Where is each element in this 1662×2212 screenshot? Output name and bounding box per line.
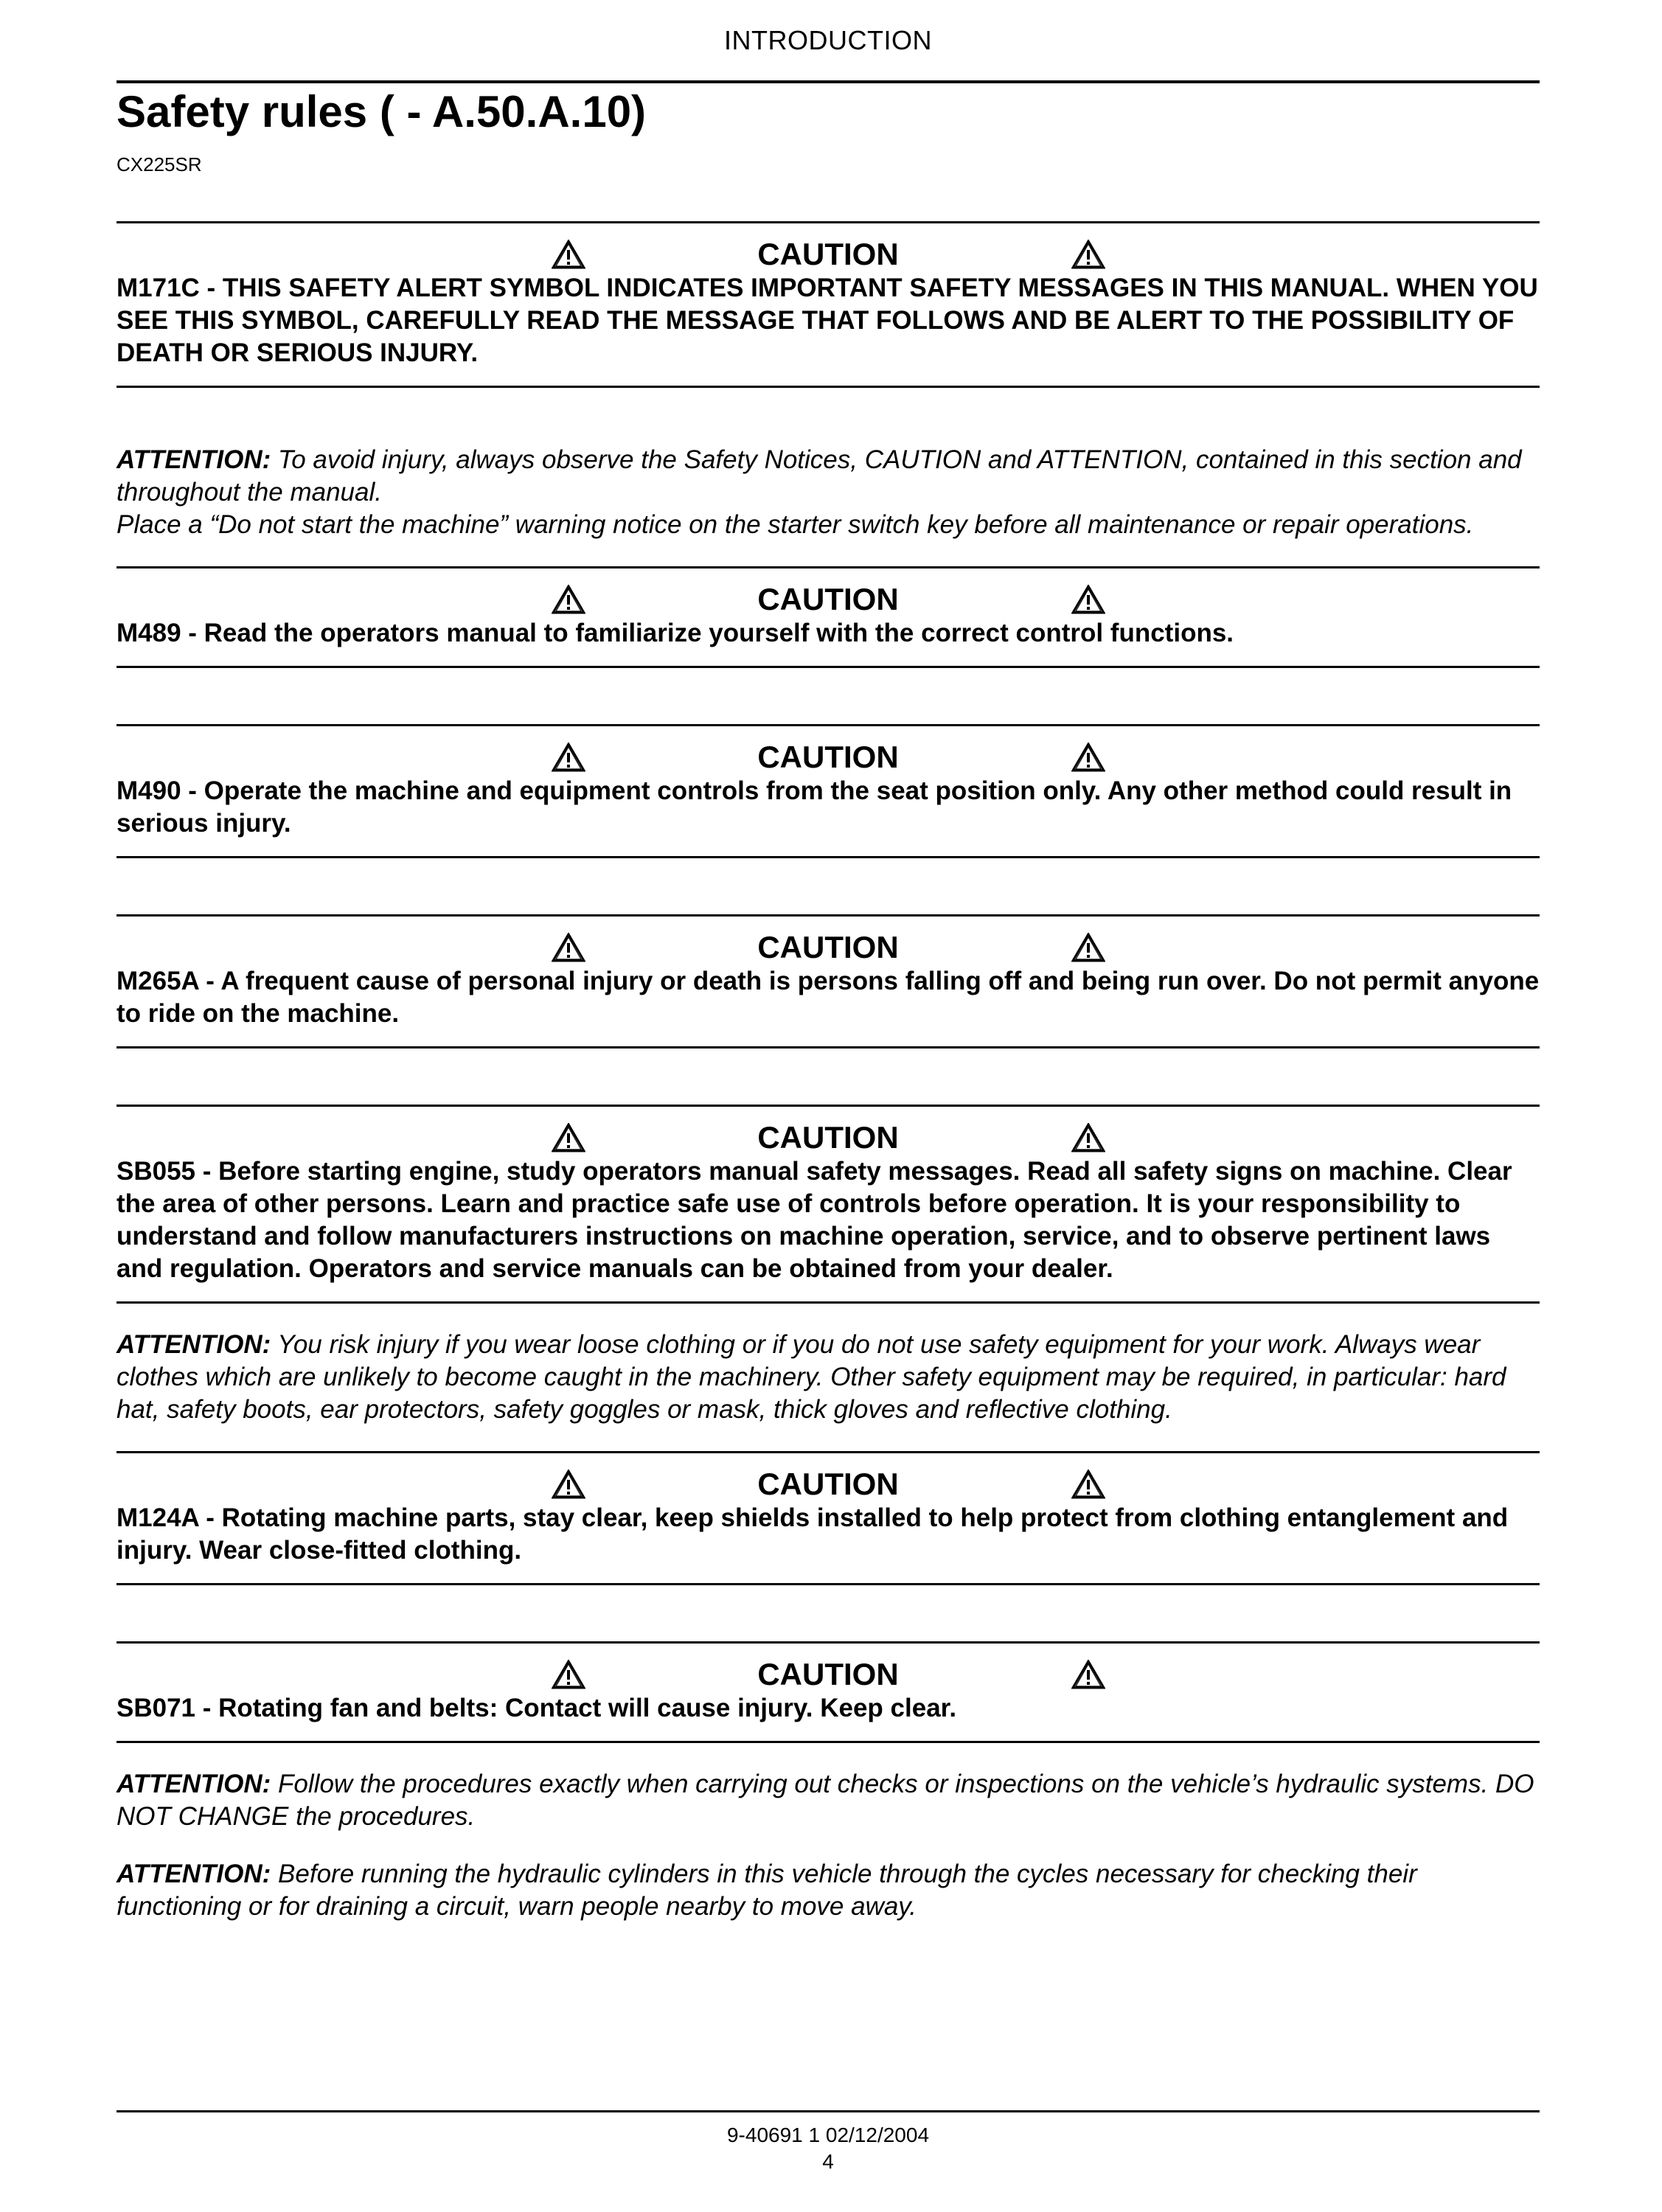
attention-text: Before running the hydraulic cylinders in this vehicle through the cycles necessary for checking their functioning or for draining a circuit, warn people nearby to move away.	[117, 1860, 1417, 1921]
caution-heading	[117, 1114, 1540, 1155]
caution-heading	[117, 924, 1540, 965]
caution-label: CAUTION	[757, 740, 899, 774]
caution-label: CAUTION	[757, 582, 899, 616]
attention-note	[117, 1858, 1540, 1923]
warning-triangle-icon	[1071, 742, 1105, 772]
footer-rule	[117, 2110, 1540, 2112]
caution-label: CAUTION	[757, 1120, 899, 1155]
attention-label: ATTENTION:	[117, 1770, 271, 1798]
warning-triangle-icon	[1071, 933, 1105, 962]
attention-note	[117, 1768, 1540, 1833]
caution-heading	[117, 1461, 1540, 1502]
section-header: INTRODUCTION	[724, 25, 932, 55]
footer-doc-reference: 9-40691 1 02/12/2004	[726, 2124, 930, 2146]
warning-triangle-icon	[1071, 585, 1105, 614]
caution-heading	[117, 1651, 1540, 1692]
caution-label: CAUTION	[757, 930, 899, 964]
attention-text: You risk injury if you wear loose clothing or if you do not use safety equipment for your work. Always wear clothes which are unlikely to become caught in the machinery. Other safety equipment may be required, in particular: hard hat, safety boots, ear protectors, safety goggles or mask, thick gloves and reflective clothing.	[117, 1330, 1506, 1424]
document-page	[117, 0, 1540, 2212]
caution-text: SB055 - Before starting engine, study operators manual safety messages. Read all safety signs on machine. Clear the area of other persons. Learn and practice safe use of controls before operation. It is your responsibility to understand and follow manufacturers instructions on machine operation, service, and to observe pertinent laws and regulation. Operators and service manuals can be obtained from your dealer.	[117, 1157, 1512, 1283]
caution-label: CAUTION	[757, 1467, 899, 1501]
warning-triangle-icon	[1071, 1660, 1105, 1689]
caution-block	[117, 1641, 1540, 1743]
caution-block	[117, 566, 1540, 668]
caution-heading	[117, 231, 1540, 272]
caution-block	[117, 221, 1540, 388]
attention-text: Follow the procedures exactly when carrying out checks or inspections on the vehicle’s hydraulic systems. DO NOT CHANGE the procedures.	[117, 1770, 1534, 1831]
attention-text: To avoid injury, always observe the Safety Notices, CAUTION and ATTENTION, contained in this section and throughout the manual.	[117, 445, 1522, 507]
caution-label: CAUTION	[757, 1657, 899, 1691]
caution-text: M171C - THIS SAFETY ALERT SYMBOL INDICATES IMPORTANT SAFETY MESSAGES IN THIS MANUAL. WHEN YOU SEE THIS SYMBOL, CAREFULLY READ THE MESSAGE THAT FOLLOWS AND BE ALERT TO THE POSSIBILITY OF DEATH OR SERIOUS INJURY.	[117, 274, 1538, 367]
attention-label: ATTENTION:	[117, 445, 271, 474]
warning-triangle-icon	[1071, 1123, 1105, 1152]
attention-note	[117, 1329, 1540, 1426]
attention-label: ATTENTION:	[117, 1330, 271, 1359]
page-title: Safety rules ( - A.50.A.10)	[117, 87, 647, 136]
caution-text: M124A - Rotating machine parts, stay clear, keep shields installed to help protect from clothing entanglement and injury. Wear close-fitted clothing.	[117, 1503, 1509, 1565]
caution-block	[117, 724, 1540, 858]
page-number: 4	[822, 2150, 834, 2173]
warning-triangle-icon	[1071, 240, 1105, 269]
caution-label: CAUTION	[757, 237, 899, 271]
caution-text: M489 - Read the operators manual to familiarize yourself with the correct control functions.	[117, 619, 1234, 647]
model-label: CX225SR	[117, 153, 202, 175]
caution-text: M265A - A frequent cause of personal injury or death is persons falling off and being run over. Do not permit anyone to ride on the machine.	[117, 967, 1540, 1028]
attention-note	[117, 444, 1540, 541]
safety-content	[117, 221, 1540, 1948]
caution-block	[117, 914, 1540, 1048]
attention-label: ATTENTION:	[117, 1860, 271, 1888]
caution-text: SB071 - Rotating fan and belts: Contact will cause injury. Keep clear.	[117, 1694, 957, 1722]
attention-text: Place a “Do not start the machine” warning notice on the starter switch key before all maintenance or repair operations.	[117, 510, 1474, 539]
caution-heading	[117, 734, 1540, 775]
caution-block	[117, 1105, 1540, 1304]
caution-heading	[117, 576, 1540, 617]
caution-text: M490 - Operate the machine and equipment controls from the seat position only. Any other method could result in serious injury.	[117, 776, 1512, 838]
warning-triangle-icon	[1071, 1470, 1105, 1499]
caution-block	[117, 1451, 1540, 1585]
